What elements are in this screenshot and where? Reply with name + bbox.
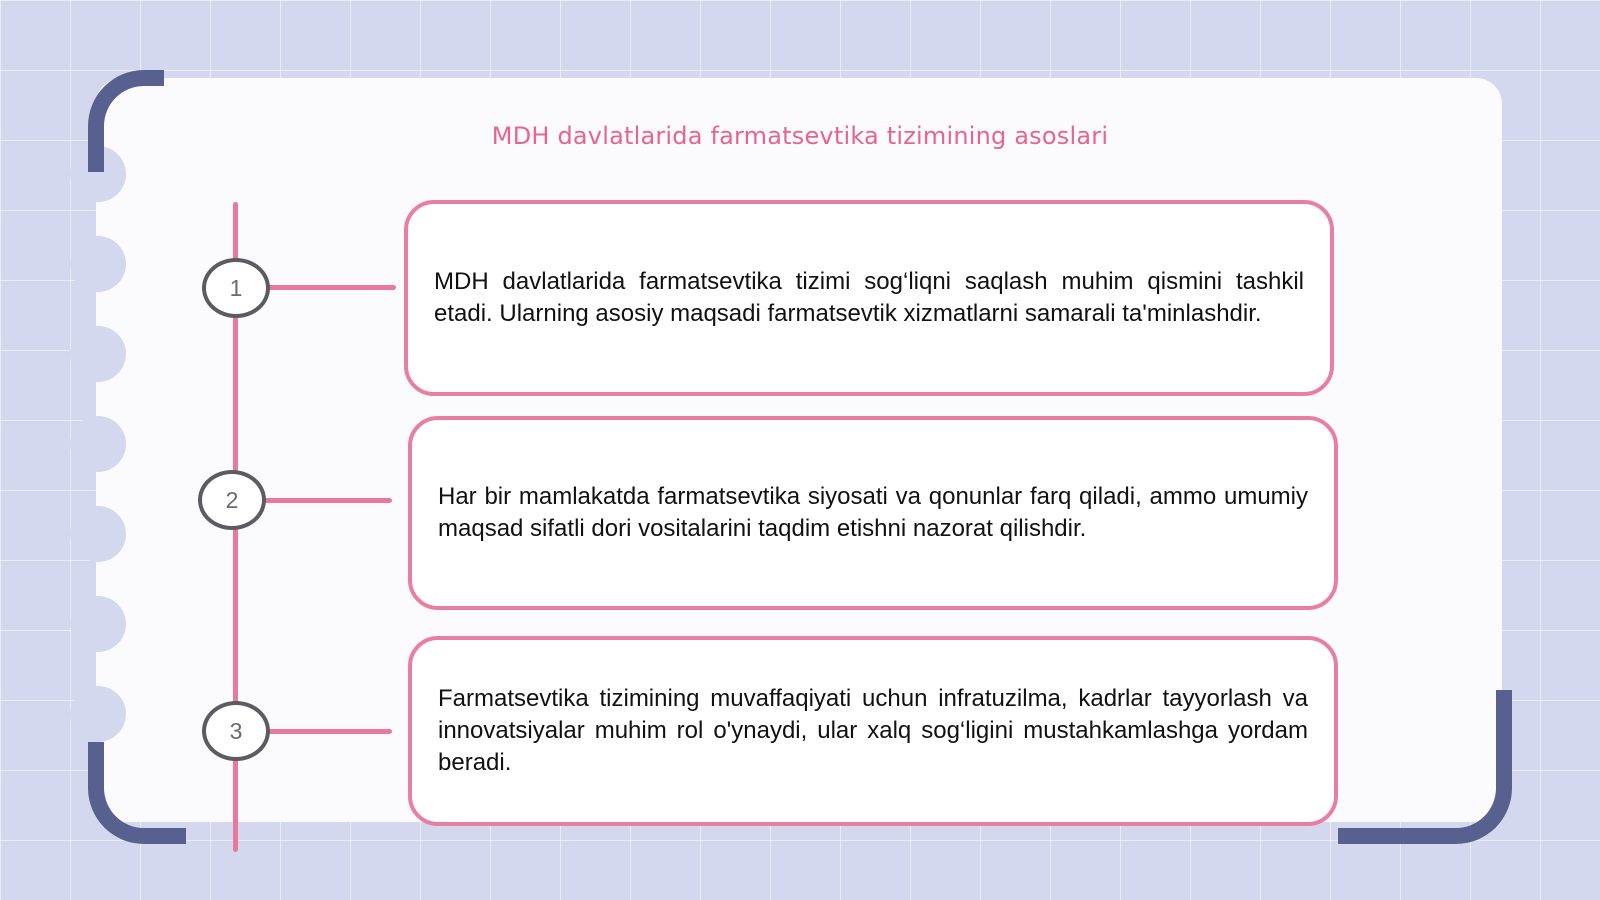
- corner-bracket-bottom-left: [88, 742, 186, 844]
- corner-bracket-top-left: [88, 70, 164, 172]
- step-card: [408, 636, 1338, 826]
- step-description: MDH davlatlarida farmatsevtika tizimi sog‘liqni saqlash muhim qismini tashkil etadi. Ularning asosiy maqsadi farmatsevtik xizmatlarni samarali ta'minlashdir.: [434, 268, 1304, 327]
- page-title: MDH davlatlarida farmatsevtika tizimining asoslari: [491, 122, 1109, 150]
- step-number-badge: 1: [202, 258, 270, 318]
- card-edge-scallop: [70, 686, 126, 742]
- step-number-badge: 3: [202, 701, 270, 761]
- timeline-connector: [266, 285, 396, 290]
- card-edge-scallop: [70, 326, 126, 382]
- step-number-badge: 2: [198, 470, 266, 530]
- corner-bracket-bottom-right: [1338, 690, 1512, 844]
- card-edge-scallop: [70, 416, 126, 472]
- step-card: [408, 416, 1338, 610]
- card-edge-scallop: [70, 236, 126, 292]
- card-edge-scallop: [70, 596, 126, 652]
- card-edge-scallop: [70, 506, 126, 562]
- timeline-connector: [266, 729, 392, 734]
- step-card: [404, 200, 1334, 396]
- timeline-connector: [262, 498, 392, 503]
- step-description: Farmatsevtika tizimining muvaffaqiyati uchun infratuzilma, kadrlar tayyorlash va innovatsiyalar muhim rol o'ynaydi, ular xalq sog‘ligini mustahkamlashga yordam beradi.: [438, 685, 1308, 776]
- step-description: Har bir mamlakatda farmatsevtika siyosati va qonunlar farq qiladi, ammo umumiy maqsad sifatli dori vositalarini taqdim etishni nazorat qilishdir.: [438, 483, 1308, 542]
